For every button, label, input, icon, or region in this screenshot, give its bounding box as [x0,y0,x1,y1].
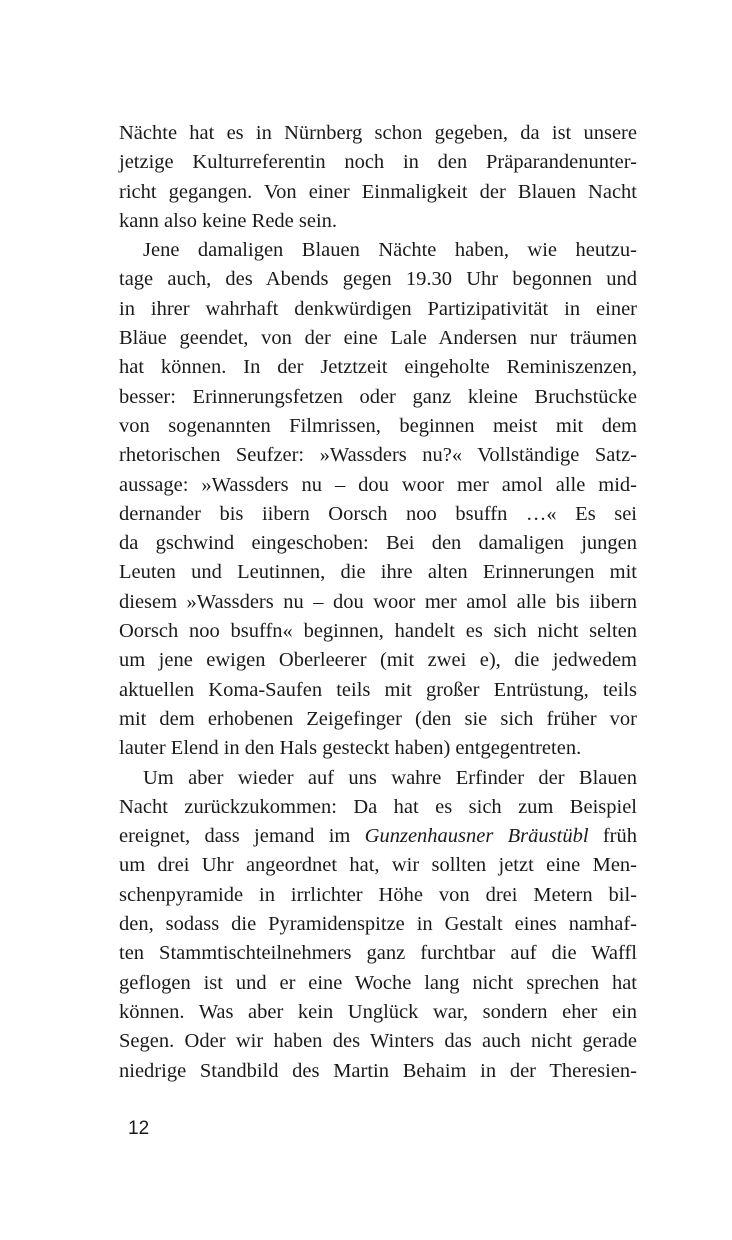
italic-title: Gunzenhausner Bräustübl [364,825,589,848]
text-line: Nacht zurückzukommen: Da hat es sich zum Beispiel [119,795,637,818]
text-line: um jene ewigen Oberleerer (mit zwei e), die jedwedem [119,649,637,672]
body-text [119,119,637,1086]
text-segment: früh [588,825,637,848]
text-line: Leuten und Leutinnen, die ihre alten Erinnerungen mit [119,561,637,584]
text-line: schenpyramide in irrlichter Höhe von drei Metern bil- [119,883,637,906]
text-line: diesem »Wassders nu – dou woor mer amol alle bis iibern [119,590,637,613]
text-line: hat können. In der Jetztzeit eingeholte Reminiszenzen, [119,356,637,379]
text-line: da gschwind eingeschoben: Bei den damaligen jungen [119,532,637,555]
page-number: 12 [128,1118,150,1139]
text-line: von sogenannten Filmrissen, beginnen meist mit dem [119,414,637,437]
text-line: dernander bis iibern Oorsch noo bsuffn …« Es sei [119,502,637,525]
text-line: aktuellen Koma-Saufen teils mit großer Entrüstung, teils [119,678,637,701]
text-line-with-title [119,822,637,851]
text-line: in ihrer wahrhaft denkwürdigen Partizipativität in einer [119,297,637,320]
text-line: tage auch, des Abends gegen 19.30 Uhr begonnen und [119,268,637,291]
text-line: Um aber wieder auf uns wahre Erfinder der Blauen [143,766,637,789]
text-line: geflogen ist und er eine Woche lang nicht sprechen hat [119,971,637,994]
text-line: rhetorischen Seufzer: »Wassders nu?« Vollständige Satz- [119,444,637,467]
text-line: kann also keine Rede sein. [119,209,338,232]
text-line: ten Stammtischteilnehmers ganz furchtbar auf die Waffl [119,942,637,965]
text-line: niedrige Standbild des Martin Behaim in der Theresien- [119,1059,637,1082]
text-line: jetzige Kulturreferentin noch in den Präparandenunter- [119,151,637,174]
text-line: den, sodass die Pyramidenspitze in Gestalt eines namhaf- [119,913,637,936]
text-line: lauter Elend in den Hals gesteckt haben) entgegentreten. [119,737,582,760]
text-line: können. Was aber kein Unglück war, sondern eher ein [119,1000,637,1023]
text-line: Jene damaligen Blauen Nächte haben, wie heutzu- [143,239,637,262]
text-line: Segen. Oder wir haben des Winters das auch nicht gerade [119,1030,637,1053]
text-line: besser: Erinnerungsfetzen oder ganz kleine Bruchstücke [119,385,637,408]
text-line: aussage: »Wassders nu – dou woor mer amol alle mid- [119,473,637,496]
text-line: mit dem erhobenen Zeigefinger (den sie sich früher vor [119,707,637,730]
text-line: um drei Uhr angeordnet hat, wir sollten jetzt eine Men- [119,854,637,877]
text-line: Bläue geendet, von der eine Lale Andersen nur träumen [119,327,637,350]
text-line: richt gegangen. Von einer Einmaligkeit der Blauen Nacht [119,180,637,203]
text-line: Oorsch noo bsuffn« beginnen, handelt es sich nicht selten [119,620,637,643]
text-segment: ereignet, dass jemand im [119,825,365,848]
text-line: Nächte hat es in Nürnberg schon gegeben, da ist unsere [119,122,637,144]
